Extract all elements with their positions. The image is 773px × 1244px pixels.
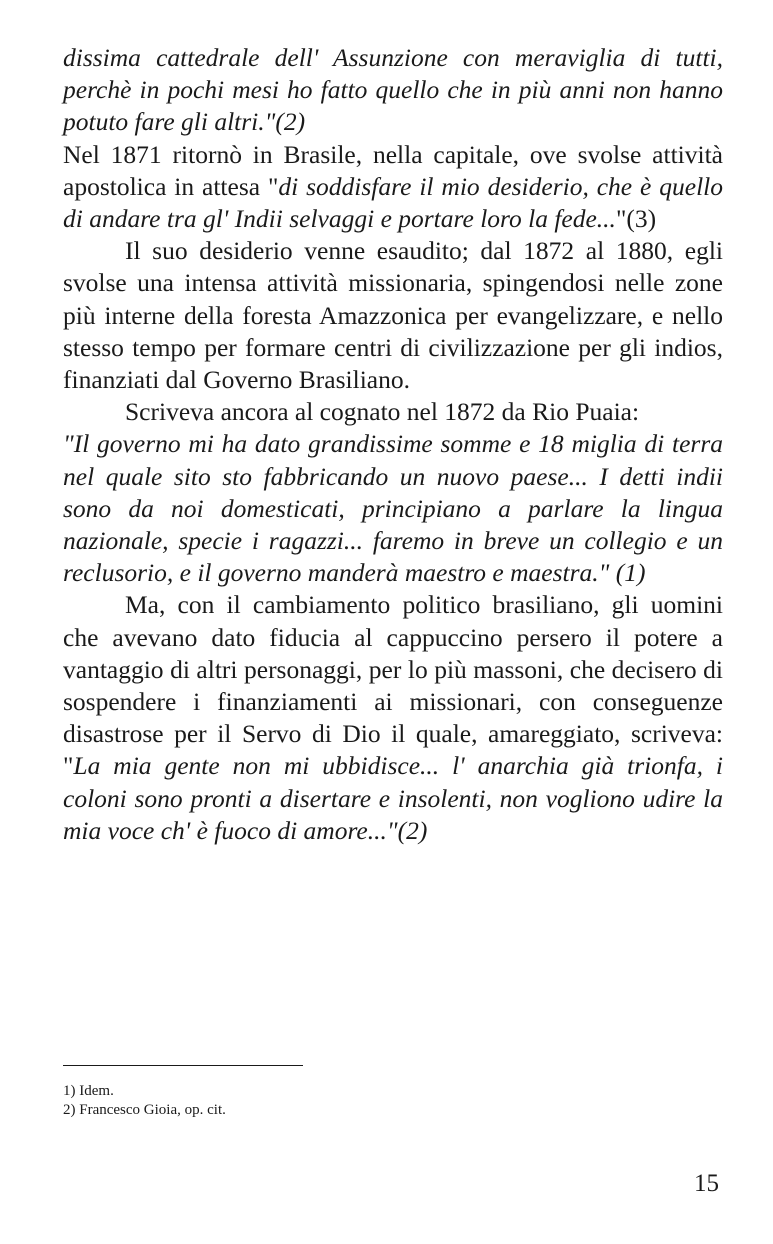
paragraph-4 [63,396,723,589]
paragraph-1 [63,42,723,139]
reference-marker: "(2) [264,107,306,137]
footnote-divider [63,1065,303,1066]
main-text [63,42,723,847]
paragraph-5 [63,589,723,847]
quote-text: La mia gente non mi ubbidisce... l' anarchia già trionfa, i coloni sono pronti a disertare e insolenti, non vogliono udire la mia voce ch' è fuoco di amore..."(2) [63,751,723,845]
reference-marker: "(3) [615,204,657,234]
footnote-1: 1) Idem. [63,1083,114,1099]
paragraph-text: Scriveva ancora al cognato nel 1872 da Rio Puaia: [125,397,640,427]
quote-text: "Il governo mi ha dato grandissime somme e 18 miglia di terra nel quale sito sto fabbricando un nuovo paese... I detti indii sono da noi domesticati, principiano a parlare la lingua nazionale, specie i ragazzi... faremo in breve un collegio e un reclusorio, e il governo manderà maestro e maestra." (1) [63,429,723,588]
quote-text: dissima cattedrale dell' Assunzione con meraviglia di tutti, perchè in pochi mesi ho fatto quello che in più anni non hanno potuto fare gli altri. [63,43,723,137]
paragraph-2 [63,139,723,236]
quote-text: di soddisfare il mio desiderio, che è quello di andare tra gl' Indii selvaggi e portare loro la fede... [63,171,723,234]
paragraph-text: Nel 1871 ritornò in Brasile, nella capitale, ove svolse attività apostolica in attesa " [63,139,723,201]
footnotes [63,1082,226,1120]
page-number: 15 [694,1170,719,1197]
paragraph-text: Ma, con il cambiamento politico brasiliano, gli uomini che avevano dato fiducia al cappuccino persero il potere a vantaggio di altri personaggi, per lo più massoni, che decisero di sospendere i finanziamenti ai missionari, con conseguenze disastrose per il Servo di Dio il quale, amareggiato, scriveva: " [63,590,723,781]
footnote-2: 2) Francesco Gioia, op. cit. [63,1102,226,1118]
paragraph-3: Il suo desiderio venne esaudito; dal 1872 al 1880, egli svolse una intensa attività missionaria, spingendosi nelle zone più interne della foresta Amazzonica per evangelizzare, e nello stesso tempo per formare centri di civilizzazione per gli indios, finanziati dal Governo Brasiliano. [63,236,723,395]
